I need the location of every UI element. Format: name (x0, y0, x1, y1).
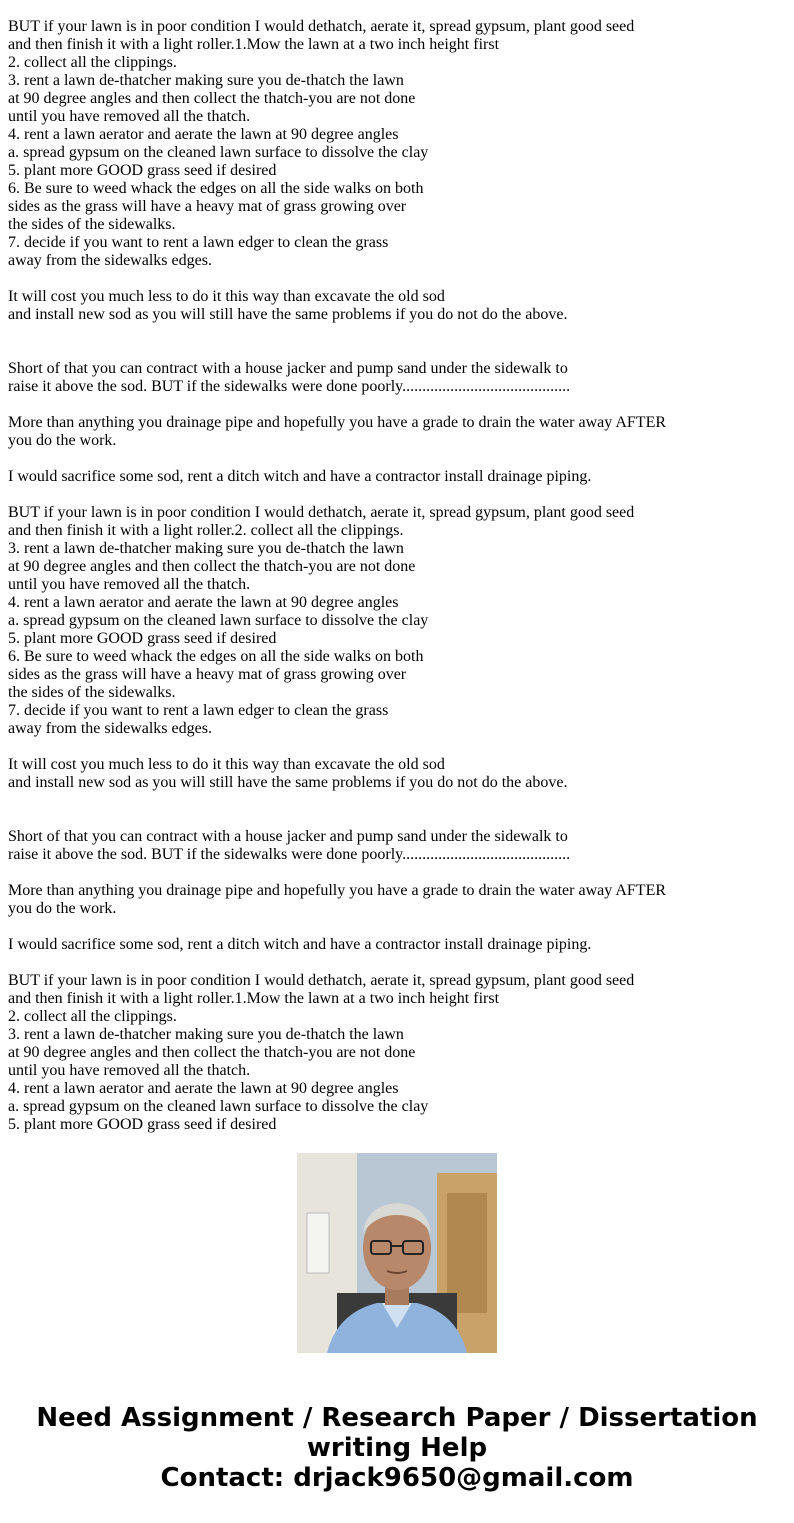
text-line: 5. plant more GOOD grass seed if desired (8, 162, 277, 179)
text-line: a. spread gypsum on the cleaned lawn surface to dissolve the clay (8, 1098, 429, 1115)
blank-line (8, 396, 788, 414)
blank-line (8, 486, 788, 504)
text-line: More than anything you drainage pipe and hopefully you have a grade to drain the water away AFTER (8, 414, 667, 431)
text-line: sides as the grass will have a heavy mat of grass growing over (8, 198, 407, 215)
text-line: BUT if your lawn is in poor condition I would dethatch, aerate it, spread gypsum, plant good seed (8, 504, 635, 521)
text-line: BUT if your lawn is in poor condition I would dethatch, aerate it, spread gypsum, plant good seed (8, 972, 635, 989)
text-line: 4. rent a lawn aerator and aerate the lawn at 90 degree angles (8, 594, 399, 611)
text-line: and then finish it with a light roller.1.Mow the lawn at a two inch height first (8, 36, 500, 53)
text-line: a. spread gypsum on the cleaned lawn surface to dissolve the clay (8, 144, 429, 161)
text-line: 2. collect all the clippings. (8, 54, 177, 71)
text-line: I would sacrifice some sod, rent a ditch witch and have a contractor install drainage piping. (8, 468, 592, 485)
text-line: until you have removed all the thatch. (8, 1062, 251, 1079)
text-line: raise it above the sod. BUT if the sidewalks were done poorly.......................................... (8, 846, 571, 863)
text-line: and then finish it with a light roller.2. collect all the clippings. (8, 522, 404, 539)
text-line: raise it above the sod. BUT if the sidewalks were done poorly.......................................... (8, 378, 571, 395)
text-line: the sides of the sidewalks. (8, 684, 176, 701)
text-line: It will cost you much less to do it this way than excavate the old sod (8, 288, 445, 305)
document-body (8, 0, 788, 1133)
blank-line (8, 342, 788, 360)
blank-line (8, 270, 788, 288)
blank-line (8, 864, 788, 882)
text-line: 4. rent a lawn aerator and aerate the lawn at 90 degree angles (8, 126, 399, 143)
blank-line (8, 792, 788, 810)
text-line: I would sacrifice some sod, rent a ditch witch and have a contractor install drainage piping. (8, 936, 592, 953)
blank-line (8, 450, 788, 468)
text-line: at 90 degree angles and then collect the thatch-you are not done (8, 558, 416, 575)
text-line: 3. rent a lawn de-thatcher making sure you de-thatch the lawn (8, 1026, 404, 1043)
text-line: 6. Be sure to weed whack the edges on all the side walks on both (8, 648, 424, 665)
text-line: and install new sod as you will still have the same problems if you do not do the above. (8, 306, 568, 323)
text-line: 6. Be sure to weed whack the edges on all the side walks on both (8, 180, 424, 197)
text-line: 2. collect all the clippings. (8, 1008, 177, 1025)
text-line: the sides of the sidewalks. (8, 216, 176, 233)
blank-line (8, 918, 788, 936)
text-line: you do the work. (8, 432, 117, 449)
text-line: Short of that you can contract with a house jacker and pump sand under the sidewalk to (8, 828, 568, 845)
text-line: at 90 degree angles and then collect the thatch-you are not done (8, 1044, 416, 1061)
text-line: a. spread gypsum on the cleaned lawn surface to dissolve the clay (8, 612, 429, 629)
text-line: 3. rent a lawn de-thatcher making sure you de-thatch the lawn (8, 540, 404, 557)
text-line: BUT if your lawn is in poor condition I would dethatch, aerate it, spread gypsum, plant good seed (8, 18, 635, 35)
text-line: until you have removed all the thatch. (8, 108, 251, 125)
blank-line (8, 810, 788, 828)
banner-line-1: Need Assignment / Research Paper / Dissertation (36, 1403, 758, 1433)
text-line: you do the work. (8, 900, 117, 917)
text-line: 7. decide if you want to rent a lawn edger to clean the grass (8, 234, 389, 251)
blank-line (8, 954, 788, 972)
text-line: and then finish it with a light roller.1.Mow the lawn at a two inch height first (8, 990, 500, 1007)
contact-email-line[interactable]: Contact: drjack9650@gmail.com (160, 1463, 634, 1493)
text-line: away from the sidewalks edges. (8, 252, 212, 269)
contact-banner (0, 1403, 794, 1493)
text-line: 3. rent a lawn de-thatcher making sure you de-thatch the lawn (8, 72, 404, 89)
text-line: 7. decide if you want to rent a lawn edger to clean the grass (8, 702, 389, 719)
text-line: 4. rent a lawn aerator and aerate the lawn at 90 degree angles (8, 1080, 399, 1097)
banner-line-2: writing Help (306, 1433, 488, 1463)
text-line: 5. plant more GOOD grass seed if desired (8, 630, 277, 647)
blank-line (8, 324, 788, 342)
blank-line (8, 738, 788, 756)
text-line: at 90 degree angles and then collect the thatch-you are not done (8, 90, 416, 107)
top-cropped-heading (8, 0, 788, 18)
text-line: sides as the grass will have a heavy mat of grass growing over (8, 666, 407, 683)
author-portrait-image (297, 1153, 497, 1353)
text-line: More than anything you drainage pipe and hopefully you have a grade to drain the water away AFTER (8, 882, 667, 899)
text-line: away from the sidewalks edges. (8, 720, 212, 737)
document-lines (8, 18, 788, 1134)
text-line: until you have removed all the thatch. (8, 576, 251, 593)
text-line: 5. plant more GOOD grass seed if desired (8, 1116, 277, 1133)
text-line: It will cost you much less to do it this way than excavate the old sod (8, 756, 445, 773)
text-line: and install new sod as you will still have the same problems if you do not do the above. (8, 774, 568, 791)
author-avatar (297, 1153, 497, 1353)
text-line: Short of that you can contract with a house jacker and pump sand under the sidewalk to (8, 360, 568, 377)
